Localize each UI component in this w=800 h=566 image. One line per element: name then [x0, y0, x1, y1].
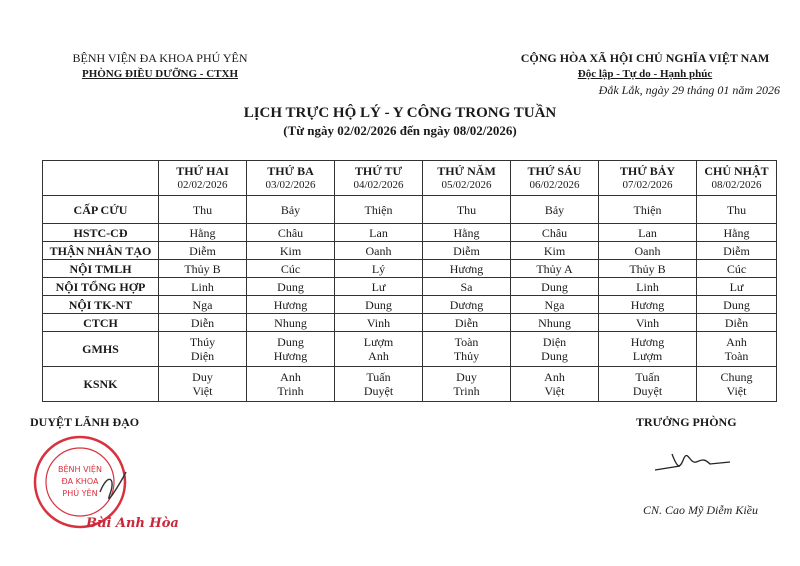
shift-cell: Linh	[159, 278, 247, 296]
dept-cell: HSTC-CĐ	[43, 224, 159, 242]
day-header	[599, 161, 697, 196]
staff-name: Anh	[280, 370, 301, 384]
table-row	[43, 260, 777, 278]
shift-cell	[247, 332, 335, 367]
shift-cell: Châu	[511, 224, 599, 242]
shift-cell	[697, 332, 777, 367]
shift-cell	[599, 367, 697, 402]
hospital-name: BỆNH VIỆN ĐA KHOA PHÚ YÊN	[72, 51, 248, 65]
day-date: 08/02/2026	[711, 179, 762, 191]
shift-cell: Cúc	[247, 260, 335, 278]
day-name: THỨ HAI	[176, 164, 229, 178]
shift-cell: Lan	[599, 224, 697, 242]
shift-cell: Nga	[511, 296, 599, 314]
day-name: THỨ NĂM	[437, 164, 496, 178]
svg-text:BỆNH VIỆN: BỆNH VIỆN	[58, 465, 102, 474]
staff-name: Lượm	[363, 335, 394, 349]
shift-cell: Thủy B	[159, 260, 247, 278]
shift-cell: Diễm	[697, 242, 777, 260]
shift-cell: Diễn	[423, 314, 511, 332]
shift-cell: Oanh	[599, 242, 697, 260]
staff-name: Dung	[541, 349, 568, 363]
shift-cell: Diễn	[159, 314, 247, 332]
table-row	[43, 278, 777, 296]
shift-cell: Diễm	[159, 242, 247, 260]
shift-cell: Dương	[423, 296, 511, 314]
table-header-row	[43, 161, 777, 196]
shift-cell	[335, 367, 423, 402]
staff-name: Lượm	[632, 349, 663, 363]
shift-cell	[599, 332, 697, 367]
shift-cell	[511, 332, 599, 367]
staff-name: Duy	[192, 370, 213, 384]
dept-cell: NỘI TMLH	[43, 260, 159, 278]
shift-cell: Thu	[697, 196, 777, 224]
staff-name: Duy	[456, 370, 477, 384]
shift-cell	[335, 332, 423, 367]
dept-cell: NỘI TỔNG HỢP	[43, 278, 159, 296]
shift-cell: Nga	[159, 296, 247, 314]
shift-cell	[159, 367, 247, 402]
day-header	[159, 161, 247, 196]
shift-cell: Lan	[335, 224, 423, 242]
shift-cell	[697, 367, 777, 402]
shift-cell: Kim	[511, 242, 599, 260]
staff-name: Duyệt	[632, 384, 663, 398]
shift-cell: Dung	[697, 296, 777, 314]
day-name: THỨ BA	[267, 164, 314, 178]
staff-name: Hương	[630, 335, 665, 349]
day-name: THỨ SÁU	[527, 164, 582, 178]
document-date: Đắk Lắk, ngày 29 tháng 01 năm 2026	[598, 83, 780, 97]
staff-name: Việt	[544, 384, 565, 398]
header-right	[500, 50, 790, 98]
staff-name: Tuấn	[366, 370, 391, 384]
signer-right-name: CN. Cao Mỹ Diễm Kiều	[643, 503, 758, 517]
signature-scribble-icon	[650, 440, 740, 480]
approval-left-label: DUYỆT LÃNH ĐẠO	[30, 415, 140, 429]
table-row	[43, 196, 777, 224]
staff-name: Toàn	[454, 335, 479, 349]
shift-cell: Kim	[247, 242, 335, 260]
shift-cell: Hương	[599, 296, 697, 314]
day-name: THỨ TƯ	[354, 164, 403, 178]
shift-cell: Hương	[423, 260, 511, 278]
staff-name: Anh	[726, 335, 747, 349]
shift-cell: Lý	[335, 260, 423, 278]
shift-cell	[247, 367, 335, 402]
day-header	[511, 161, 599, 196]
title-range: (Từ ngày 02/02/2026 đến ngày 08/02/2026)	[283, 123, 517, 138]
staff-name: Duyệt	[363, 384, 394, 398]
dept-cell: CTCH	[43, 314, 159, 332]
table-row	[43, 367, 777, 402]
shift-cell: Cúc	[697, 260, 777, 278]
header-left	[40, 50, 280, 82]
shift-cell: Dung	[247, 278, 335, 296]
staff-name: Diện	[190, 349, 215, 363]
svg-text:ĐA KHOA: ĐA KHOA	[61, 477, 99, 486]
shift-cell: Oanh	[335, 242, 423, 260]
shift-cell: Thu	[423, 196, 511, 224]
staff-name: Trinh	[277, 384, 304, 398]
dept-cell: KSNK	[43, 367, 159, 402]
nation-title: CỘNG HÒA XÃ HỘI CHỦ NGHĨA VIỆT NAM	[520, 51, 770, 65]
staff-name: Chung	[720, 370, 753, 384]
shift-cell: Hằng	[423, 224, 511, 242]
day-date: 02/02/2026	[177, 179, 228, 191]
shift-cell: Lư	[335, 278, 423, 296]
day-name: THỨ BẢY	[619, 164, 676, 178]
dept-cell: THẬN NHÂN TẠO	[43, 242, 159, 260]
shift-cell: Nhung	[511, 314, 599, 332]
shift-cell: Sa	[423, 278, 511, 296]
staff-name: Thúy	[189, 335, 216, 349]
shift-cell: Thu	[159, 196, 247, 224]
shift-cell: Thủy B	[599, 260, 697, 278]
approval-right-label: TRƯỞNG PHÒNG	[636, 415, 737, 429]
staff-name: Toàn	[724, 349, 749, 363]
day-name: CHỦ NHẬT	[704, 164, 769, 178]
day-date: 06/02/2026	[529, 179, 580, 191]
day-date: 04/02/2026	[353, 179, 404, 191]
motto: Độc lập - Tự do - Hạnh phúc	[577, 68, 713, 80]
shift-cell: Vinh	[335, 314, 423, 332]
staff-name: Hương	[273, 349, 308, 363]
day-date: 05/02/2026	[441, 179, 492, 191]
dept-cell: GMHS	[43, 332, 159, 367]
shift-cell: Linh	[599, 278, 697, 296]
shift-cell: Thiện	[599, 196, 697, 224]
shift-cell	[159, 332, 247, 367]
svg-text:PHÚ YÊN: PHÚ YÊN	[62, 489, 98, 498]
shift-cell	[511, 367, 599, 402]
shift-cell: Hằng	[159, 224, 247, 242]
staff-name: Dung	[277, 335, 304, 349]
shift-cell: Bảy	[511, 196, 599, 224]
shift-cell: Diễm	[423, 242, 511, 260]
staff-name: Anh	[544, 370, 565, 384]
shift-cell: Diễn	[697, 314, 777, 332]
table-row	[43, 242, 777, 260]
dept-cell: CẤP CỨU	[43, 196, 159, 224]
shift-cell: Dung	[335, 296, 423, 314]
title-main: LỊCH TRỰC HỘ LÝ - Y CÔNG TRONG TUẦN	[243, 105, 557, 121]
table-row	[43, 224, 777, 242]
table-row	[43, 332, 777, 367]
shift-cell: Bảy	[247, 196, 335, 224]
table-row	[43, 296, 777, 314]
day-header	[423, 161, 511, 196]
shift-cell: Thủy A	[511, 260, 599, 278]
schedule-table	[42, 160, 777, 402]
department-name: PHÒNG ĐIỀU DƯỠNG - CTXH	[81, 68, 239, 80]
dept-cell: NỘI TK-NT	[43, 296, 159, 314]
shift-cell: Hằng	[697, 224, 777, 242]
table-row	[43, 314, 777, 332]
shift-cell: Lư	[697, 278, 777, 296]
day-date: 07/02/2026	[622, 179, 673, 191]
shift-cell	[423, 367, 511, 402]
day-header	[247, 161, 335, 196]
shift-cell: Hương	[247, 296, 335, 314]
staff-name: Tuấn	[635, 370, 660, 384]
staff-name: Việt	[192, 384, 213, 398]
shift-cell: Dung	[511, 278, 599, 296]
signer-left-name: Bùi Anh Hòa	[86, 516, 179, 531]
day-header	[335, 161, 423, 196]
shift-cell: Nhung	[247, 314, 335, 332]
shift-cell: Thiện	[335, 196, 423, 224]
document-title	[0, 104, 800, 140]
staff-name: Anh	[368, 349, 389, 363]
staff-name: Việt	[726, 384, 747, 398]
corner-cell	[43, 161, 159, 196]
day-date: 03/02/2026	[265, 179, 316, 191]
staff-name: Trinh	[453, 384, 480, 398]
staff-name: Thủy	[453, 349, 480, 363]
shift-cell: Châu	[247, 224, 335, 242]
shift-cell: Vinh	[599, 314, 697, 332]
shift-cell	[423, 332, 511, 367]
day-header	[697, 161, 777, 196]
staff-name: Diện	[542, 335, 567, 349]
